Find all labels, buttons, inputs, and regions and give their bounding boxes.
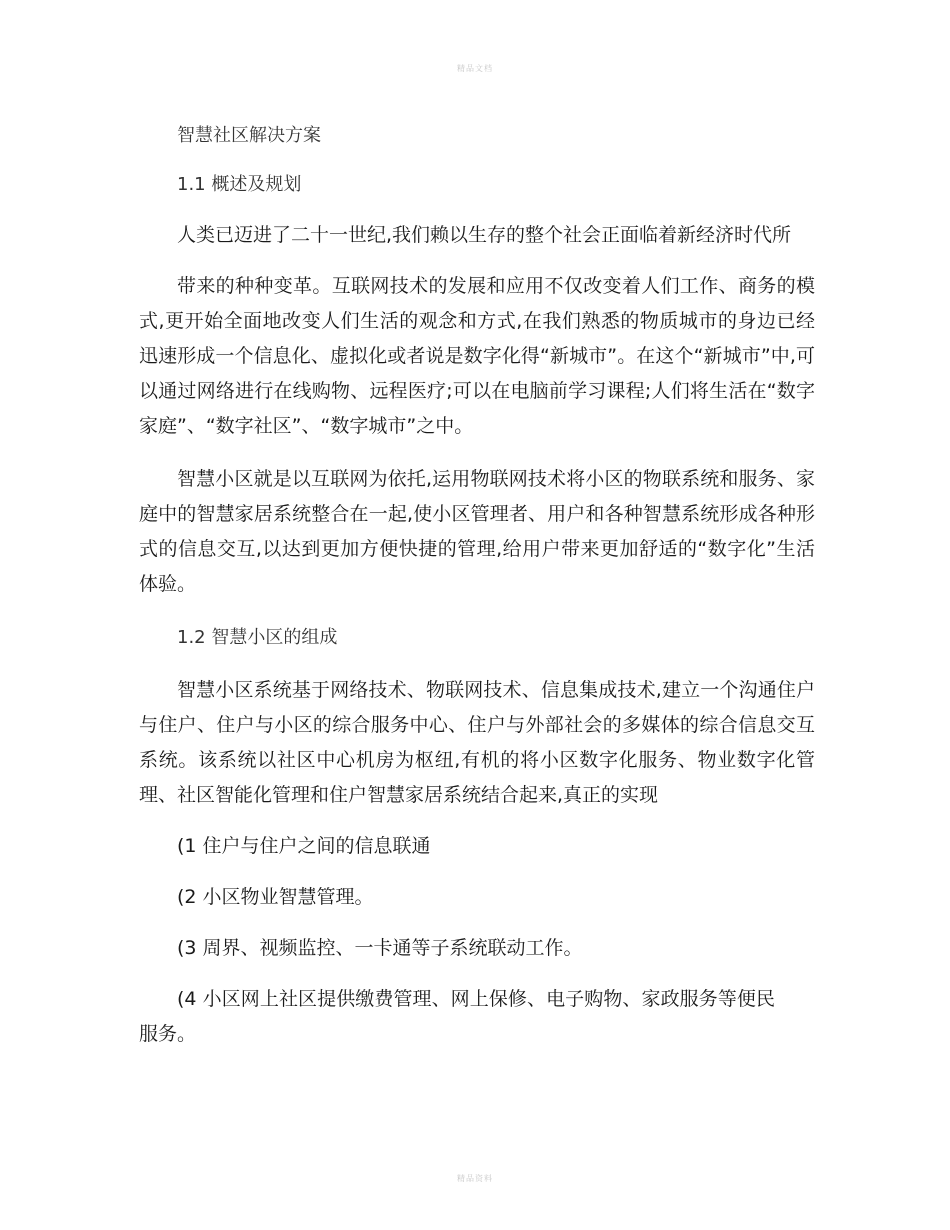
intro-line: 人类已迈进了二十一世纪,我们赖以生存的整个社会正面临着新经济时代所 [177,224,792,246]
list-item-1: (1 住户与住户之间的信息联通 [177,835,431,857]
header-watermark: 精品文档 [457,64,493,73]
list-item-3: (3 周界、视频监控、一卡通等子系统联动工作。 [177,937,583,959]
document-title: 智慧社区解决方案 [177,125,321,146]
footer-watermark: 精品资料 [457,1174,493,1183]
list-item-4: (4 小区网上社区提供缴费管理、网上保修、电子购物、家政服务等便民服务。 [139,988,775,1045]
section-heading-1-2: 1.2 智慧小区的组成 [177,627,338,648]
intro-paragraph: 带来的种种变革。互联网技术的发展和应用不仅改变着人们工作、商务的模式,更开始全面地改变人们生活的观念和方式,在我们熟悉的物质城市的身边已经迅速形成一个信息化、虚拟化或者说是数字化得“新城市”。在这个“新城市”中,可以通过网络进行在线购物、远程医疗;可以在电脑前学习课程;人们将生活在“数字家庭”、“数字社区”、“数字城市”之中。 [139,275,815,437]
document-body [139,118,815,1052]
composition-paragraph: 智慧小区系统基于网络技术、物联网技术、信息集成技术,建立一个沟通住户与住户、住户与小区的综合服务中心、住户与外部社会的多媒体的综合信息交互系统。该系统以社区中心机房为枢纽,有机的将小区数字化服务、物业数字化管理、社区智能化管理和住户智慧家居系统结合起来,真正的实现 [139,679,815,806]
section-heading-1-1: 1.1 概述及规划 [177,174,302,195]
list-item-2: (2 小区物业智慧管理。 [177,886,374,908]
smart-community-paragraph: 智慧小区就是以互联网为依托,运用物联网技术将小区的物联系统和服务、家庭中的智慧家居系统整合在一起,使小区管理者、用户和各种智慧系统形成各种形式的信息交互,以达到更加方便快捷的管理,给用户带来更加舒适的“数字化”生活体验。 [139,468,815,595]
